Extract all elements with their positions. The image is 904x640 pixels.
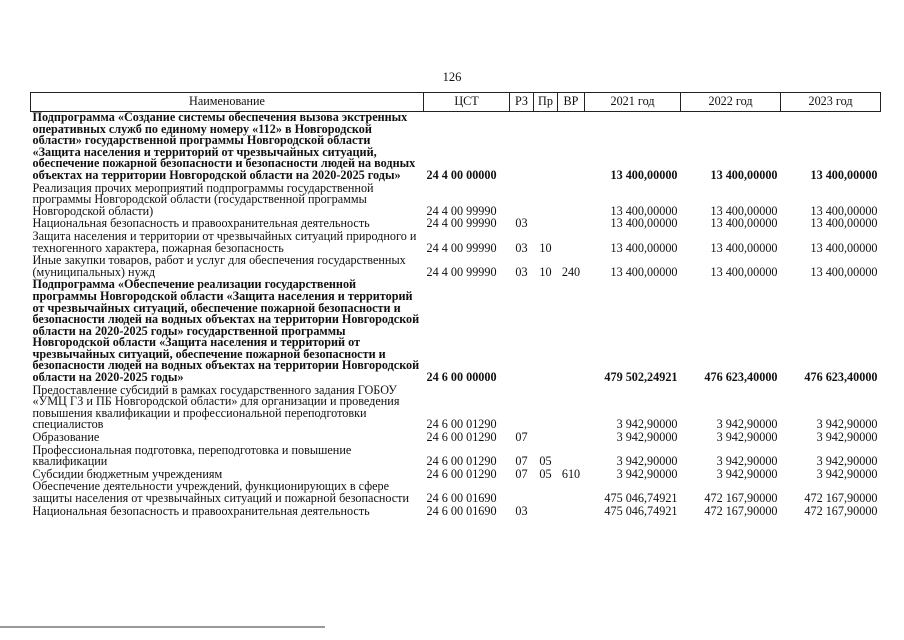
row-rz: 07 <box>515 430 528 445</box>
row-name: Защита населения и территории от чрезвычайных ситуаций природного и техногенного характера, пожарная безопасность <box>32 228 417 255</box>
table-row <box>31 385 881 432</box>
table-row <box>31 506 881 519</box>
row-vr <box>558 279 585 384</box>
row-pr <box>534 481 558 505</box>
row-cst: 24 4 00 99990 <box>426 203 497 218</box>
row-vr <box>558 432 585 445</box>
row-2022: 3 942,90000 <box>716 454 778 469</box>
row-vr <box>558 218 585 231</box>
row-vr <box>558 385 585 432</box>
header-cst: ЦСТ <box>424 93 510 112</box>
header-vr: ВР <box>558 93 585 112</box>
row-2022: 13 400,00000 <box>710 264 778 279</box>
budget-table <box>30 92 881 518</box>
row-2021: 13 400,00000 <box>610 240 678 255</box>
header-2023: 2023 год <box>781 93 881 112</box>
row-2022: 3 942,90000 <box>716 417 778 432</box>
row-2021: 13 400,00000 <box>610 167 678 182</box>
row-vr <box>558 231 585 255</box>
row-2022: 3 942,90000 <box>716 430 778 445</box>
row-2021: 475 046,74921 <box>604 491 678 505</box>
row-name: Иные закупки товаров, работ и услуг для обеспечения государственных (муниципальных) нужд <box>32 253 406 279</box>
row-2021: 3 942,90000 <box>616 430 678 445</box>
row-2023: 3 942,90000 <box>816 417 878 432</box>
row-cst: 24 4 00 99990 <box>426 264 497 279</box>
row-pr <box>534 385 558 432</box>
row-cst: 24 6 00 00000 <box>426 370 497 385</box>
row-name: Реализация прочих мероприятий подпрограммы государственной программы Новгородской области (государственной программы Новгородской области) <box>32 180 374 218</box>
row-cst: 24 6 00 01290 <box>426 430 497 445</box>
header-pr: Пр <box>534 93 558 112</box>
row-2023: 13 400,00000 <box>810 167 878 182</box>
row-pr <box>534 279 558 384</box>
row-2022: 476 623,40000 <box>704 370 778 385</box>
row-vr <box>558 481 585 505</box>
row-rz <box>510 279 534 384</box>
row-2022: 13 400,00000 <box>710 167 778 182</box>
table-row <box>31 112 881 183</box>
row-2022: 472 167,90000 <box>704 491 778 505</box>
header-2021: 2021 год <box>585 93 681 112</box>
table-row <box>31 279 881 384</box>
row-2023: 13 400,00000 <box>810 216 878 231</box>
row-cst: 24 4 00 99990 <box>426 216 497 231</box>
row-rz <box>510 385 534 432</box>
row-cst: 24 4 00 00000 <box>426 167 497 182</box>
row-2023: 3 942,90000 <box>816 454 878 469</box>
row-vr <box>558 112 585 183</box>
row-rz: 07 <box>515 454 528 469</box>
row-pr: 10 <box>539 240 552 255</box>
row-rz: 07 <box>515 466 528 481</box>
row-name: Профессиональная подготовка, переподготовка и повышение квалификации <box>32 442 352 469</box>
row-2021: 3 942,90000 <box>616 466 678 481</box>
row-cst: 24 6 00 01290 <box>426 454 497 469</box>
row-2023: 13 400,00000 <box>810 203 878 218</box>
row-rz <box>510 183 534 219</box>
row-pr: 05 <box>539 466 552 481</box>
row-cst: 24 6 00 01290 <box>426 466 497 481</box>
row-vr: 610 <box>561 466 581 481</box>
row-pr: 10 <box>539 264 552 279</box>
row-2021: 479 502,24921 <box>604 370 678 385</box>
table-header-row <box>31 93 881 112</box>
row-rz: 03 <box>515 240 528 255</box>
row-2022: 13 400,00000 <box>710 240 778 255</box>
row-vr <box>558 506 585 519</box>
row-2023: 472 167,90000 <box>804 503 878 518</box>
row-rz: 03 <box>515 503 528 518</box>
row-2021: 13 400,00000 <box>610 203 678 218</box>
row-name: Образование <box>32 430 100 445</box>
row-pr <box>534 112 558 183</box>
row-pr <box>534 432 558 445</box>
row-vr: 240 <box>561 264 581 279</box>
row-2023: 13 400,00000 <box>810 240 878 255</box>
table-row <box>31 231 881 255</box>
row-rz <box>510 481 534 505</box>
row-2022: 13 400,00000 <box>710 216 778 231</box>
row-rz: 03 <box>515 216 528 231</box>
row-2023: 3 942,90000 <box>816 430 878 445</box>
row-2021: 475 046,74921 <box>604 503 678 518</box>
row-vr <box>558 183 585 219</box>
row-pr: 05 <box>539 454 552 469</box>
row-2023: 472 167,90000 <box>804 491 878 505</box>
row-2021: 3 942,90000 <box>616 454 678 469</box>
page-number: 126 <box>442 70 462 84</box>
row-vr <box>558 445 585 469</box>
header-rz: РЗ <box>510 93 534 112</box>
row-pr <box>534 506 558 519</box>
header-name: Наименование <box>31 93 424 112</box>
header-2022: 2022 год <box>681 93 781 112</box>
row-2021: 13 400,00000 <box>610 216 678 231</box>
row-name: Обеспечение деятельности учреждений, функционирующих в сфере защиты населения от чрезвычайных ситуаций и пожарной безопасности <box>32 479 410 505</box>
footer-rule <box>0 626 325 628</box>
row-name: Предоставление субсидий в рамках государственного задания ГОБОУ «УМЦ ГЗ и ПБ Новгородской области» для организации и проведения повышения квалификации и профессиональной переподготовки специалистов <box>32 382 400 432</box>
row-name: Национальная безопасность и правоохранительная деятельность <box>32 216 370 231</box>
row-cst: 24 6 00 01690 <box>426 491 497 505</box>
row-cst: 24 6 00 01290 <box>426 417 497 432</box>
row-rz: 03 <box>515 264 528 279</box>
table-body <box>31 112 881 519</box>
row-2022: 3 942,90000 <box>716 466 778 481</box>
row-2023: 3 942,90000 <box>816 466 878 481</box>
row-2023: 476 623,40000 <box>804 370 878 385</box>
row-2023: 13 400,00000 <box>810 264 878 279</box>
row-cst: 24 6 00 01690 <box>426 503 497 518</box>
row-rz <box>510 112 534 183</box>
row-name: Подпрограмма «Создание системы обеспечения вызова экстренных оперативных служб по единому номеру «112» в Новгородской области» государственной программы Новгородской области «Защита населения и территорий от чрезвычайных ситуаций, обеспечение пожарной безопасности и безопасности людей на водных объектах на территории Новгородской области на 2020-2025 годы» <box>32 110 416 182</box>
row-2022: 13 400,00000 <box>710 203 778 218</box>
row-cst: 24 4 00 99990 <box>426 240 497 255</box>
row-pr <box>534 218 558 231</box>
row-2021: 3 942,90000 <box>616 417 678 432</box>
row-name: Подпрограмма «Обеспечение реализации государственной программы Новгородской области «Защита населения и территорий от чрезвычайных ситуаций, обеспечение пожарной безопасности и безопасности людей на водных объектах на территории Новгородской области на 2020-2025 годы» государственной программы Новгородской области «Защита населения и территорий от чрезвычайных ситуаций, обеспечение пожарной безопасности и безопасности людей на водных объектах на территории Новгородской области на 2020-2025 годы» <box>32 277 420 385</box>
row-name: Субсидии бюджетным учреждениям <box>32 466 223 481</box>
table-row <box>31 183 881 219</box>
table-row <box>31 481 881 505</box>
row-pr <box>534 183 558 219</box>
table-row <box>31 445 881 469</box>
row-2022: 472 167,90000 <box>704 503 778 518</box>
row-name: Национальная безопасность и правоохранительная деятельность <box>32 503 370 518</box>
table-row <box>31 255 881 279</box>
row-2021: 13 400,00000 <box>610 264 678 279</box>
